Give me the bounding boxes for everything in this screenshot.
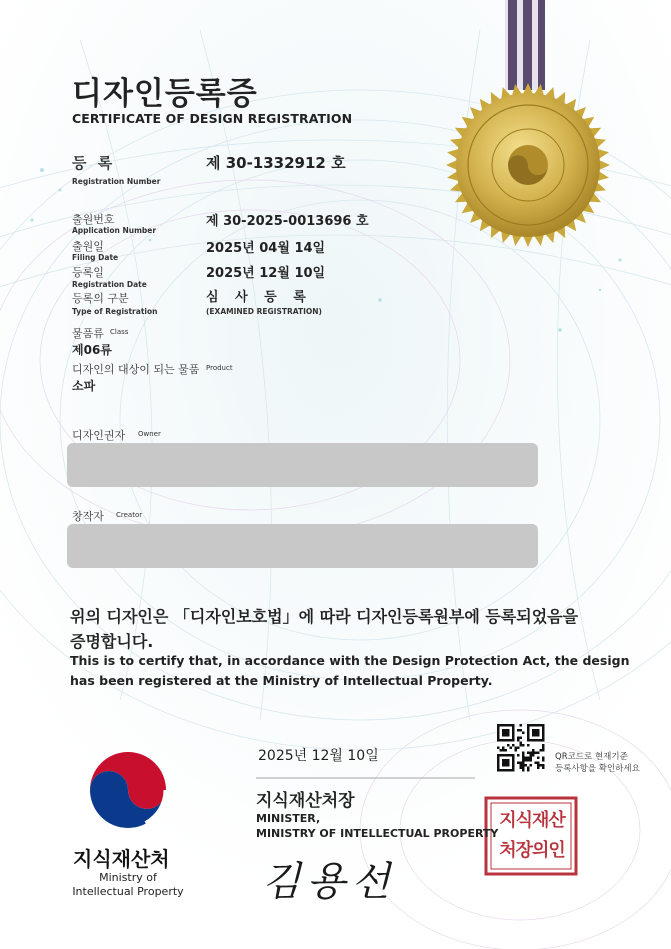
- product-label-ko: 디자인의 대상이 되는 물품: [72, 363, 200, 376]
- registration-label-ko: 등 록: [72, 154, 116, 172]
- filing-date-label-ko: 출원일: [72, 240, 104, 253]
- product-label-en: Product: [206, 364, 233, 372]
- class-label-en: Class: [110, 328, 129, 336]
- creator-label-en: Creator: [116, 511, 143, 519]
- minister-title-en: [256, 811, 498, 841]
- issue-date: 2025년 12월 10일: [258, 748, 379, 764]
- signature: 김용선: [262, 859, 396, 905]
- ribbon: [505, 0, 545, 90]
- owner-redacted-box: [67, 443, 538, 487]
- certification-statement-ko: [70, 604, 578, 654]
- qr-instruction: [555, 751, 640, 775]
- registration-type: 심 사 등 록: [206, 290, 312, 305]
- creator-label-ko: 창작자: [72, 510, 104, 523]
- certificate-title-en: CERTIFICATE OF DESIGN REGISTRATION: [72, 111, 353, 126]
- owner-label-en: Owner: [138, 430, 161, 438]
- certification-ko-line1: 위의 디자인은 「디자인보호법」에 따라 디자인등록원부에 등록되었음을: [70, 607, 579, 626]
- qr-line2: 등록사항을 확인하세요: [555, 764, 640, 774]
- gold-seal: [446, 83, 610, 247]
- type-label-en: Type of Registration: [72, 307, 158, 316]
- certification-en-line1: This is to certify that, in accordance with the Design Protection Act, the design: [70, 653, 630, 668]
- certificate-title-ko: 디자인등록증: [72, 76, 258, 112]
- office-title-ko: 지식재산처장: [256, 791, 355, 811]
- registration-date: 2025년 12월 10일: [206, 266, 326, 281]
- application-label-en: Application Number: [72, 226, 157, 235]
- filing-date-label-en: Filing Date: [72, 253, 119, 262]
- registration-date-label-en: Registration Date: [72, 280, 147, 289]
- ministry-logo-symbol: [90, 752, 166, 828]
- ministry-name-en: [70, 871, 186, 899]
- certification-en-line2: has been registered at the Ministry of Intellectual Property.: [70, 673, 493, 688]
- certification-ko-line2: 증명합니다.: [70, 632, 154, 651]
- registration-label-en: Registration Number: [72, 177, 161, 186]
- ministry-name-ko: 지식재산처: [73, 847, 170, 871]
- owner-label-ko: 디자인권자: [72, 429, 126, 442]
- ministry-name-en-line2: Intellectual Property: [72, 885, 184, 898]
- red-stamp-line: 처장의인: [499, 840, 565, 861]
- certification-statement-en: [70, 651, 629, 691]
- minister-line2: MINISTRY OF INTELLECTUAL PROPERTY: [256, 827, 499, 840]
- registration-number: 제 30-1332912 호: [206, 154, 346, 172]
- application-label-ko: 출원번호: [72, 213, 115, 226]
- red-stamp-line: 지식재산: [499, 810, 565, 831]
- qr-line1: QR코드로 현재기준: [555, 752, 628, 762]
- ministry-name-en-line1: Ministry of: [99, 871, 157, 884]
- creator-redacted-box: [67, 524, 538, 568]
- product-value: 소파: [72, 379, 96, 393]
- class-value: 제06류: [72, 343, 112, 357]
- type-label-ko: 등록의 구분: [72, 292, 129, 305]
- minister-line1: MINISTER,: [256, 812, 321, 825]
- registration-date-label-ko: 등록일: [72, 266, 104, 279]
- application-number: 제 30-2025-0013696 호: [206, 214, 369, 229]
- registration-type-en: (EXAMINED REGISTRATION): [206, 307, 322, 316]
- class-label-ko: 물품류: [72, 327, 104, 340]
- red-stamp-text: [492, 806, 572, 866]
- filing-date: 2025년 04월 14일: [206, 241, 326, 256]
